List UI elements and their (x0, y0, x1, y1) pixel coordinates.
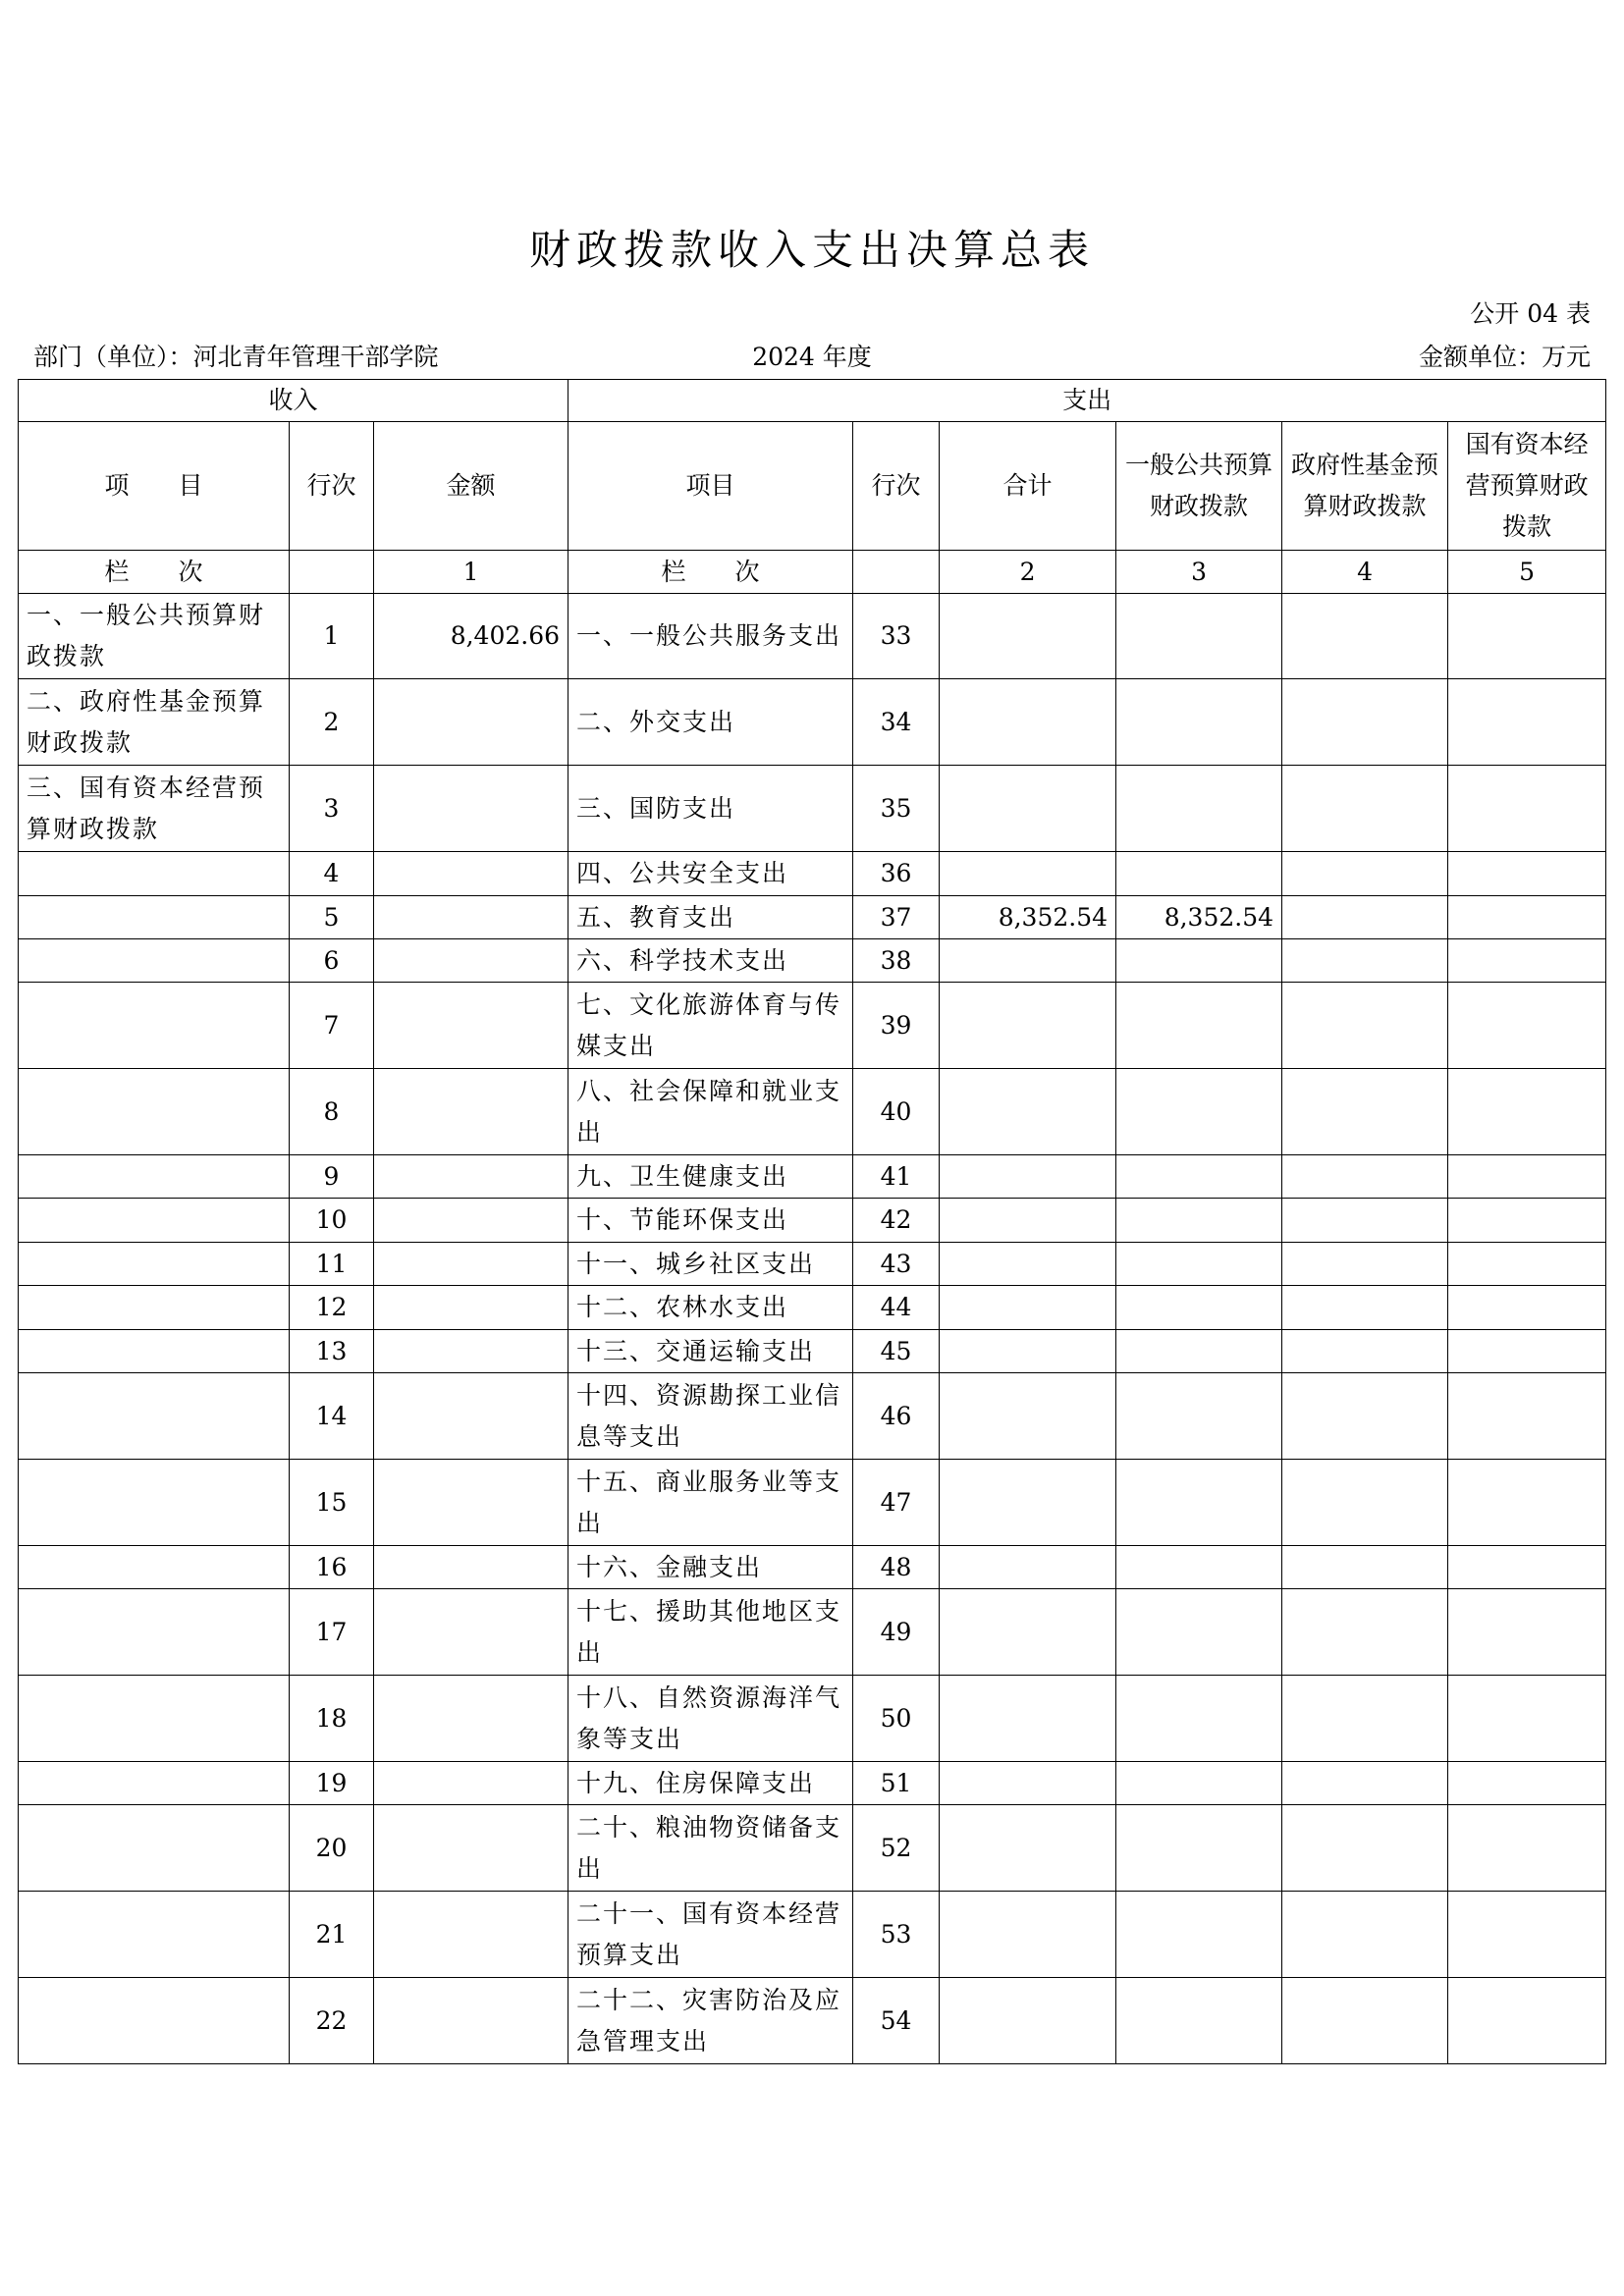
income-line-cell: 9 (290, 1155, 374, 1199)
expense-line-cell: 46 (853, 1373, 940, 1460)
income-item-cell: 三、国有资本经营预算财政拨款 (19, 766, 290, 852)
table-row (19, 1286, 1606, 1330)
table-row (19, 766, 1606, 852)
income-item-cell (19, 1243, 290, 1286)
income-line-cell: 6 (290, 939, 374, 983)
soe-capital-cell (1448, 939, 1606, 983)
income-amount-cell (374, 1243, 568, 1286)
expense-item-cell: 二十、粮油物资储备支出 (568, 1805, 853, 1892)
income-amount-cell (374, 852, 568, 896)
soe-capital-cell (1448, 1286, 1606, 1330)
general-budget-cell (1116, 939, 1282, 983)
soe-capital-cell (1448, 1155, 1606, 1199)
expense-line-cell: 36 (853, 852, 940, 896)
empty-cell (853, 551, 940, 594)
expense-item-cell: 十六、金融支出 (568, 1546, 853, 1589)
expense-line-cell: 44 (853, 1286, 940, 1330)
income-amount-header: 金额 (374, 422, 568, 551)
income-line-cell: 13 (290, 1330, 374, 1373)
gov-fund-cell (1282, 1892, 1448, 1978)
soe-capital-cell (1448, 1589, 1606, 1676)
soe-capital-cell (1448, 1978, 1606, 2064)
total-cell (940, 1460, 1116, 1546)
income-line-cell: 10 (290, 1199, 374, 1243)
expense-item-cell: 二十一、国有资本经营预算支出 (568, 1892, 853, 1978)
table-row (19, 1373, 1606, 1460)
total-cell (940, 939, 1116, 983)
table-row (19, 1676, 1606, 1762)
expense-line-cell: 45 (853, 1330, 940, 1373)
table-row (19, 1589, 1606, 1676)
income-line-cell: 15 (290, 1460, 374, 1546)
expense-line-cell: 43 (853, 1243, 940, 1286)
expense-item-cell: 三、国防支出 (568, 766, 853, 852)
income-line-cell: 14 (290, 1373, 374, 1460)
table-row (19, 1460, 1606, 1546)
gov-fund-cell (1282, 1330, 1448, 1373)
gov-fund-cell (1282, 1286, 1448, 1330)
income-amount-cell (374, 1330, 568, 1373)
income-line-cell: 20 (290, 1805, 374, 1892)
income-line-cell: 5 (290, 896, 374, 939)
income-item-cell (19, 1373, 290, 1460)
general-budget-cell (1116, 1762, 1282, 1805)
income-amount-cell (374, 1286, 568, 1330)
general-budget-cell (1116, 1069, 1282, 1155)
total-cell (940, 766, 1116, 852)
table-row (19, 1069, 1606, 1155)
expense-item-cell: 十二、农林水支出 (568, 1286, 853, 1330)
soe-capital-cell (1448, 594, 1606, 679)
soe-capital-cell (1448, 1330, 1606, 1373)
expense-item-header: 项目 (568, 422, 853, 551)
income-line-cell: 8 (290, 1069, 374, 1155)
total-cell (940, 852, 1116, 896)
income-item-cell (19, 1199, 290, 1243)
gov-fund-cell (1282, 939, 1448, 983)
income-item-cell (19, 1805, 290, 1892)
expense-line-cell: 38 (853, 939, 940, 983)
gov-fund-cell (1282, 1373, 1448, 1460)
expense-item-cell: 十四、资源勘探工业信息等支出 (568, 1373, 853, 1460)
gov-fund-cell (1282, 1589, 1448, 1676)
table-row (19, 1243, 1606, 1286)
general-budget-cell (1116, 852, 1282, 896)
expense-line-cell: 47 (853, 1460, 940, 1546)
income-amount-cell (374, 1589, 568, 1676)
column-index-row (19, 551, 1606, 594)
general-budget-cell (1116, 679, 1282, 766)
expense-line-cell: 53 (853, 1892, 940, 1978)
total-header: 合计 (940, 422, 1116, 551)
income-amount-cell: 8,402.66 (374, 594, 568, 679)
expense-line-cell: 33 (853, 594, 940, 679)
expense-item-cell: 十五、商业服务业等支出 (568, 1460, 853, 1546)
total-cell (940, 1286, 1116, 1330)
expense-line-cell: 41 (853, 1155, 940, 1199)
income-line-header: 行次 (290, 422, 374, 551)
column-index-label: 栏 次 (19, 551, 290, 594)
income-line-cell: 2 (290, 679, 374, 766)
table-row (19, 983, 1606, 1069)
income-line-cell: 17 (290, 1589, 374, 1676)
income-item-cell: 一、一般公共预算财政拨款 (19, 594, 290, 679)
expense-line-header: 行次 (853, 422, 940, 551)
expense-item-cell: 一、一般公共服务支出 (568, 594, 853, 679)
income-amount-cell (374, 1805, 568, 1892)
expense-item-cell: 二十二、灾害防治及应急管理支出 (568, 1978, 853, 2064)
fiscal-year: 2024 年度 (752, 343, 872, 371)
table-row (19, 1199, 1606, 1243)
soe-capital-cell (1448, 1892, 1606, 1978)
general-budget-cell (1116, 1243, 1282, 1286)
income-amount-cell (374, 1978, 568, 2064)
income-line-cell: 18 (290, 1676, 374, 1762)
income-item-cell (19, 1546, 290, 1589)
general-budget-cell (1116, 1589, 1282, 1676)
expense-line-cell: 54 (853, 1978, 940, 2064)
income-item-cell (19, 1155, 290, 1199)
total-cell (940, 1155, 1116, 1199)
empty-cell (290, 551, 374, 594)
expense-section-header: 支出 (568, 380, 1606, 422)
income-amount-cell (374, 1155, 568, 1199)
total-cell (940, 1546, 1116, 1589)
department-label: 部门（单位）：河北青年管理干部学院 (33, 343, 439, 371)
income-line-cell: 16 (290, 1546, 374, 1589)
income-item-cell (19, 1330, 290, 1373)
income-line-cell: 1 (290, 594, 374, 679)
income-item-cell (19, 1676, 290, 1762)
general-budget-cell (1116, 1199, 1282, 1243)
soe-capital-cell (1448, 1243, 1606, 1286)
total-cell (940, 1069, 1116, 1155)
table-row (19, 1330, 1606, 1373)
income-item-cell (19, 983, 290, 1069)
general-budget-header: 一般公共预算财政拨款 (1116, 422, 1282, 551)
page-title: 财政拨款收入支出决算总表 (528, 226, 1095, 274)
general-budget-cell (1116, 1546, 1282, 1589)
expense-line-cell: 49 (853, 1589, 940, 1676)
expense-line-cell: 34 (853, 679, 940, 766)
gov-fund-cell (1282, 896, 1448, 939)
expense-item-cell: 九、卫生健康支出 (568, 1155, 853, 1199)
gov-fund-cell (1282, 1762, 1448, 1805)
table-row (19, 1805, 1606, 1892)
column-index-4: 4 (1282, 551, 1448, 594)
gov-fund-cell (1282, 1546, 1448, 1589)
expense-item-cell: 二、外交支出 (568, 679, 853, 766)
income-line-cell: 3 (290, 766, 374, 852)
income-item-cell (19, 852, 290, 896)
column-header-row (19, 422, 1606, 551)
column-index-2: 2 (940, 551, 1116, 594)
expense-item-cell: 十三、交通运输支出 (568, 1330, 853, 1373)
income-item-cell (19, 896, 290, 939)
soe-capital-cell (1448, 1762, 1606, 1805)
income-amount-cell (374, 983, 568, 1069)
general-budget-cell (1116, 594, 1282, 679)
expense-item-cell: 七、文化旅游体育与传媒支出 (568, 983, 853, 1069)
expense-line-cell: 52 (853, 1805, 940, 1892)
column-index-label-2: 栏 次 (568, 551, 853, 594)
table-row (19, 939, 1606, 983)
total-cell (940, 1892, 1116, 1978)
total-cell (940, 1373, 1116, 1460)
total-cell (940, 1199, 1116, 1243)
general-budget-cell (1116, 766, 1282, 852)
gov-fund-cell (1282, 1199, 1448, 1243)
table-row (19, 594, 1606, 679)
total-cell (940, 1805, 1116, 1892)
general-budget-cell (1116, 1892, 1282, 1978)
expense-item-cell: 十一、城乡社区支出 (568, 1243, 853, 1286)
report-meta (33, 338, 1591, 373)
gov-fund-cell (1282, 679, 1448, 766)
expense-item-cell: 六、科学技术支出 (568, 939, 853, 983)
gov-fund-cell (1282, 766, 1448, 852)
gov-fund-cell (1282, 1676, 1448, 1762)
total-cell (940, 1978, 1116, 2064)
income-amount-cell (374, 1892, 568, 1978)
income-item-cell: 二、政府性基金预算财政拨款 (19, 679, 290, 766)
gov-fund-cell (1282, 1243, 1448, 1286)
gov-fund-cell (1282, 594, 1448, 679)
total-cell (940, 1589, 1116, 1676)
expense-line-cell: 50 (853, 1676, 940, 1762)
soe-capital-cell (1448, 1373, 1606, 1460)
total-cell (940, 983, 1116, 1069)
soe-capital-cell (1448, 1460, 1606, 1546)
expense-line-cell: 42 (853, 1199, 940, 1243)
gov-fund-cell (1282, 1805, 1448, 1892)
table-row (19, 852, 1606, 896)
income-amount-cell (374, 1676, 568, 1762)
general-budget-cell (1116, 1978, 1282, 2064)
general-budget-cell (1116, 1286, 1282, 1330)
gov-fund-cell (1282, 1155, 1448, 1199)
table-row (19, 1978, 1606, 2064)
income-item-cell (19, 1762, 290, 1805)
general-budget-cell (1116, 983, 1282, 1069)
income-line-cell: 21 (290, 1892, 374, 1978)
income-amount-cell (374, 1762, 568, 1805)
income-amount-cell (374, 1546, 568, 1589)
expense-item-cell: 十九、住房保障支出 (568, 1762, 853, 1805)
expense-item-cell: 四、公共安全支出 (568, 852, 853, 896)
soe-capital-cell (1448, 766, 1606, 852)
general-budget-cell (1116, 1805, 1282, 1892)
soe-capital-cell (1448, 1676, 1606, 1762)
income-item-cell (19, 1589, 290, 1676)
total-cell (940, 1676, 1116, 1762)
soe-capital-header: 国有资本经营预算财政拨款 (1448, 422, 1606, 551)
total-cell (940, 1243, 1116, 1286)
expense-line-cell: 48 (853, 1546, 940, 1589)
expense-item-cell: 五、教育支出 (568, 896, 853, 939)
general-budget-cell (1116, 1676, 1282, 1762)
income-amount-cell (374, 1460, 568, 1546)
income-item-header: 项 目 (19, 422, 290, 551)
expense-item-cell: 十八、自然资源海洋气象等支出 (568, 1676, 853, 1762)
income-line-cell: 12 (290, 1286, 374, 1330)
expense-line-cell: 40 (853, 1069, 940, 1155)
gov-fund-header: 政府性基金预算财政拨款 (1282, 422, 1448, 551)
soe-capital-cell (1448, 896, 1606, 939)
income-item-cell (19, 1286, 290, 1330)
income-line-cell: 4 (290, 852, 374, 896)
total-cell (940, 679, 1116, 766)
table-row (19, 896, 1606, 939)
expense-line-cell: 39 (853, 983, 940, 1069)
column-index-5: 5 (1448, 551, 1606, 594)
soe-capital-cell (1448, 1199, 1606, 1243)
appropriation-table (18, 379, 1606, 2064)
total-cell (940, 1330, 1116, 1373)
income-amount-cell (374, 1199, 568, 1243)
expense-item-cell: 八、社会保障和就业支出 (568, 1069, 853, 1155)
section-header-row (19, 380, 1606, 422)
soe-capital-cell (1448, 852, 1606, 896)
income-item-cell (19, 939, 290, 983)
income-line-cell: 22 (290, 1978, 374, 2064)
total-cell (940, 594, 1116, 679)
income-line-cell: 7 (290, 983, 374, 1069)
table-row (19, 1155, 1606, 1199)
gov-fund-cell (1282, 1460, 1448, 1546)
column-index-3: 3 (1116, 551, 1282, 594)
gov-fund-cell (1282, 983, 1448, 1069)
income-amount-cell (374, 896, 568, 939)
soe-capital-cell (1448, 679, 1606, 766)
currency-unit: 金额单位：万元 (1418, 343, 1591, 371)
expense-item-cell: 十、节能环保支出 (568, 1199, 853, 1243)
gov-fund-cell (1282, 1069, 1448, 1155)
income-amount-cell (374, 1373, 568, 1460)
income-line-cell: 19 (290, 1762, 374, 1805)
total-cell: 8,352.54 (940, 896, 1116, 939)
soe-capital-cell (1448, 1546, 1606, 1589)
table-row (19, 1762, 1606, 1805)
soe-capital-cell (1448, 1805, 1606, 1892)
form-number: 公开 04 表 (1470, 299, 1591, 328)
income-item-cell (19, 1978, 290, 2064)
general-budget-cell (1116, 1373, 1282, 1460)
total-cell (940, 1762, 1116, 1805)
income-item-cell (19, 1460, 290, 1546)
expense-line-cell: 35 (853, 766, 940, 852)
income-section-header: 收入 (19, 380, 568, 422)
soe-capital-cell (1448, 983, 1606, 1069)
soe-capital-cell (1448, 1069, 1606, 1155)
income-item-cell (19, 1892, 290, 1978)
expense-line-cell: 37 (853, 896, 940, 939)
income-item-cell (19, 1069, 290, 1155)
general-budget-cell (1116, 1155, 1282, 1199)
table-row (19, 1546, 1606, 1589)
income-amount-cell (374, 1069, 568, 1155)
gov-fund-cell (1282, 852, 1448, 896)
income-amount-cell (374, 679, 568, 766)
general-budget-cell: 8,352.54 (1116, 896, 1282, 939)
gov-fund-cell (1282, 1978, 1448, 2064)
general-budget-cell (1116, 1460, 1282, 1546)
income-amount-cell (374, 939, 568, 983)
general-budget-cell (1116, 1330, 1282, 1373)
expense-line-cell: 51 (853, 1762, 940, 1805)
table-row (19, 679, 1606, 766)
table-row (19, 1892, 1606, 1978)
income-amount-cell (374, 766, 568, 852)
expense-item-cell: 十七、援助其他地区支出 (568, 1589, 853, 1676)
column-index-1: 1 (374, 551, 568, 594)
income-line-cell: 11 (290, 1243, 374, 1286)
